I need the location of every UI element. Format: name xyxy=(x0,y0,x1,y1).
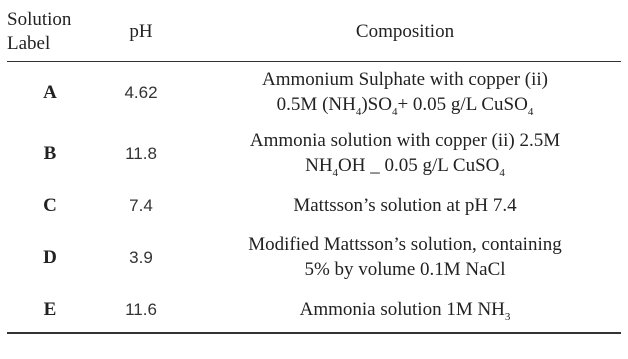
composition-line: Modified Mattsson’s solution, containing xyxy=(248,234,562,255)
subscript: 4 xyxy=(527,106,534,119)
composition-cell xyxy=(189,62,621,123)
solutions-table-container xyxy=(7,3,621,334)
subscript: 4 xyxy=(499,166,505,179)
composition-text: OH _ 0.05 g/L CuSO xyxy=(338,155,500,176)
solution-label-cell: A xyxy=(43,81,57,103)
composition-text: NH xyxy=(305,155,333,176)
solution-label-cell: B xyxy=(43,142,57,164)
header-solution-label-line1: Solution xyxy=(7,9,72,30)
table-row xyxy=(7,62,621,123)
composition-line: Ammonium Sulphate with copper (ii) xyxy=(261,69,548,91)
table-body xyxy=(7,62,621,333)
composition-cell xyxy=(189,288,621,333)
composition-text: 0.5M (NH xyxy=(276,94,356,116)
header-solution-label xyxy=(7,3,93,62)
header-composition: Composition xyxy=(355,21,455,42)
table-row xyxy=(7,227,621,288)
subscript: 4 xyxy=(332,166,339,179)
solution-label-cell: E xyxy=(43,299,57,320)
header-row xyxy=(7,3,621,62)
table-row xyxy=(7,184,621,227)
table-row xyxy=(7,123,621,184)
composition-cell xyxy=(189,123,621,184)
table-header xyxy=(7,3,621,62)
composition-cell xyxy=(189,227,621,288)
subscript: 4 xyxy=(391,106,398,119)
subscript: 3 xyxy=(504,310,511,323)
table-row xyxy=(7,288,621,333)
composition-cell: Mattsson’s solution at pH 7.4 xyxy=(293,194,517,216)
solution-label-cell: C xyxy=(43,194,57,216)
solution-label-cell: D xyxy=(43,246,57,268)
solutions-table xyxy=(7,3,621,334)
ph-cell: 4.62 xyxy=(124,82,158,102)
composition-line: Ammonia solution with copper (ii) 2.5M xyxy=(249,130,561,151)
ph-cell: 7.4 xyxy=(129,195,153,215)
composition-text: )SO xyxy=(361,94,392,116)
ph-cell: 11.8 xyxy=(125,143,157,163)
ph-cell: 3.9 xyxy=(129,247,153,267)
composition-line: 5% by volume 0.1M NaCl xyxy=(304,259,506,280)
ph-cell: 11.6 xyxy=(125,300,157,319)
composition-text: + 0.05 g/L CuSO xyxy=(397,94,528,116)
header-ph: pH xyxy=(129,21,153,42)
composition-text: Ammonia solution 1M NH xyxy=(299,299,505,320)
header-solution-label-line2: Label xyxy=(7,33,51,54)
subscript: 4 xyxy=(355,106,362,119)
